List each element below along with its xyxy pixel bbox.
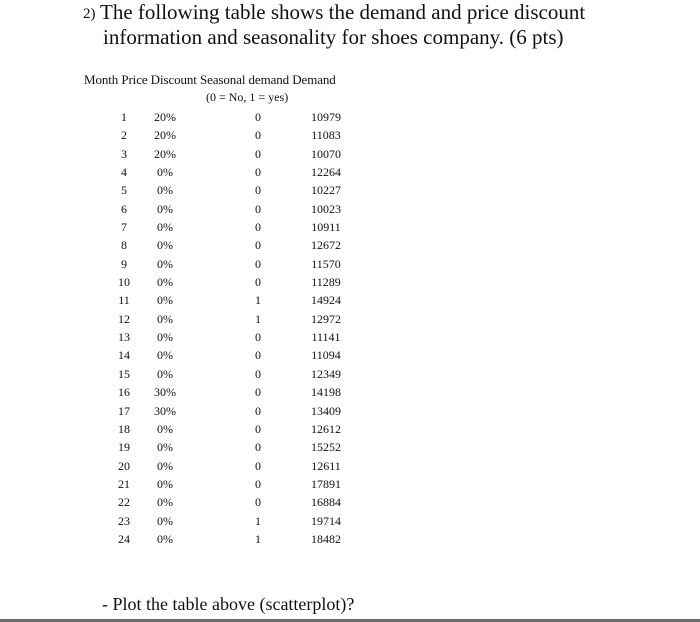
seasonal-demand-cell: 0 (255, 146, 261, 161)
month-cell: 13 (118, 330, 130, 345)
seasonal-demand-cell: 0 (255, 421, 261, 436)
seasonal-demand-cell: 0 (255, 110, 261, 124)
month-cell: 12 (118, 311, 130, 326)
month-cell: 24 (118, 531, 130, 546)
month-cell: 4 (121, 165, 127, 180)
demand-cell: 13409 (311, 403, 341, 418)
table-row (0, 440, 700, 458)
month-cell: 20 (118, 458, 130, 473)
seasonal-demand-cell: 0 (255, 476, 261, 491)
table-row (0, 128, 700, 146)
seasonal-demand-cell: 0 (255, 458, 261, 473)
table-row (0, 477, 700, 495)
seasonal-demand-cell: 0 (255, 385, 261, 400)
table-row (0, 110, 700, 128)
demand-cell: 10023 (311, 201, 341, 216)
demand-cell: 12264 (311, 165, 341, 180)
price-discount-cell: 20% (154, 110, 176, 124)
demand-cell: 18482 (311, 531, 341, 546)
seasonal-demand-cell: 0 (255, 220, 261, 235)
seasonal-demand-cell: 0 (255, 403, 261, 418)
demand-cell: 11570 (311, 256, 341, 271)
demand-cell: 12611 (311, 458, 341, 473)
demand-cell: 17891 (311, 476, 341, 491)
question-number: 2) (83, 6, 96, 22)
table-row (0, 367, 700, 385)
price-discount-cell: 30% (154, 385, 176, 400)
table-row (0, 532, 700, 550)
question-text-line-2: information and seasonality for shoes company. (6 pts) (103, 25, 564, 49)
month-cell: 11 (118, 293, 130, 308)
seasonal-demand-cell: 0 (255, 348, 261, 363)
table-row (0, 293, 700, 311)
seasonal-demand-cell: 0 (255, 275, 261, 290)
demand-cell: 15252 (311, 440, 341, 455)
question-text-line-1: The following table shows the demand and price discount (100, 0, 586, 24)
seasonal-demand-cell: 0 (255, 238, 261, 253)
seasonal-demand-cell: 0 (255, 366, 261, 381)
table-row (0, 495, 700, 513)
table-row (0, 514, 700, 532)
price-discount-cell: 0% (157, 366, 173, 381)
month-cell: 18 (118, 421, 130, 436)
instruction-text: - Plot the table above (scatterplot)? (102, 594, 355, 614)
month-cell: 8 (121, 238, 127, 253)
table-row (0, 183, 700, 201)
price-discount-cell: 0% (157, 421, 173, 436)
price-discount-cell: 0% (157, 348, 173, 363)
month-cell: 15 (118, 366, 130, 381)
table-row (0, 202, 700, 220)
price-discount-cell: 0% (157, 183, 173, 198)
demand-cell: 10227 (311, 183, 341, 198)
demand-cell: 10979 (311, 110, 341, 124)
seasonal-demand-cell: 0 (255, 201, 261, 216)
demand-cell: 11083 (311, 128, 341, 143)
table-row (0, 459, 700, 477)
table-row (0, 220, 700, 238)
table-row (0, 422, 700, 440)
month-cell: 2 (121, 128, 127, 143)
table-row (0, 348, 700, 366)
price-discount-cell: 0% (157, 165, 173, 180)
demand-cell: 16884 (311, 495, 341, 510)
table-row (0, 165, 700, 183)
demand-cell: 14924 (311, 293, 341, 308)
table-header: Month Price Discount Seasonal demand Demand (84, 72, 336, 87)
seasonal-demand-cell: 0 (255, 495, 261, 510)
seasonal-demand-cell: 1 (255, 531, 261, 546)
price-discount-cell: 0% (157, 330, 173, 345)
price-discount-cell: 20% (154, 128, 176, 143)
price-discount-cell: 0% (157, 531, 173, 546)
seasonal-demand-cell: 0 (255, 256, 261, 271)
demand-cell: 12672 (311, 238, 341, 253)
seasonal-demand-cell: 0 (255, 330, 261, 345)
demand-cell: 12349 (311, 366, 341, 381)
price-discount-cell: 0% (157, 238, 173, 253)
price-discount-cell: 30% (154, 403, 176, 418)
demand-cell: 11289 (311, 275, 341, 290)
table-row (0, 275, 700, 293)
month-cell: 5 (121, 183, 127, 198)
month-cell: 9 (121, 256, 127, 271)
month-cell: 17 (118, 403, 130, 418)
table-row (0, 147, 700, 165)
price-discount-cell: 0% (157, 440, 173, 455)
table-row (0, 330, 700, 348)
month-cell: 19 (118, 440, 130, 455)
table-subheader: (0 = No, 1 = yes) (206, 90, 289, 104)
price-discount-cell: 0% (157, 458, 173, 473)
price-discount-cell: 0% (157, 275, 173, 290)
table-body (0, 110, 700, 550)
table-row (0, 238, 700, 256)
demand-cell: 10911 (311, 220, 341, 235)
month-cell: 22 (118, 495, 130, 510)
price-discount-cell: 20% (154, 146, 176, 161)
month-cell: 10 (118, 275, 130, 290)
seasonal-demand-cell: 0 (255, 165, 261, 180)
price-discount-cell: 0% (157, 293, 173, 308)
price-discount-cell: 0% (157, 201, 173, 216)
month-cell: 23 (118, 513, 130, 528)
month-cell: 21 (118, 476, 130, 491)
demand-cell: 11094 (311, 348, 341, 363)
demand-cell: 19714 (311, 513, 341, 528)
table-row (0, 257, 700, 275)
price-discount-cell: 0% (157, 495, 173, 510)
table-row (0, 385, 700, 403)
seasonal-demand-cell: 0 (255, 128, 261, 143)
price-discount-cell: 0% (157, 311, 173, 326)
table-row (0, 404, 700, 422)
seasonal-demand-cell: 1 (255, 293, 261, 308)
seasonal-demand-cell: 0 (255, 440, 261, 455)
month-cell: 6 (121, 201, 127, 216)
demand-cell: 11141 (311, 330, 341, 345)
demand-cell: 12612 (311, 421, 341, 436)
seasonal-demand-cell: 1 (255, 311, 261, 326)
table-row (0, 312, 700, 330)
month-cell: 14 (118, 348, 130, 363)
demand-cell: 10070 (311, 146, 341, 161)
seasonal-demand-cell: 1 (255, 513, 261, 528)
month-cell: 1 (121, 110, 127, 124)
seasonal-demand-cell: 0 (255, 183, 261, 198)
month-cell: 7 (121, 220, 127, 235)
demand-cell: 14198 (311, 385, 341, 400)
price-discount-cell: 0% (157, 220, 173, 235)
price-discount-cell: 0% (157, 476, 173, 491)
month-cell: 3 (121, 146, 127, 161)
demand-cell: 12972 (311, 311, 341, 326)
month-cell: 16 (118, 385, 130, 400)
price-discount-cell: 0% (157, 513, 173, 528)
price-discount-cell: 0% (157, 256, 173, 271)
